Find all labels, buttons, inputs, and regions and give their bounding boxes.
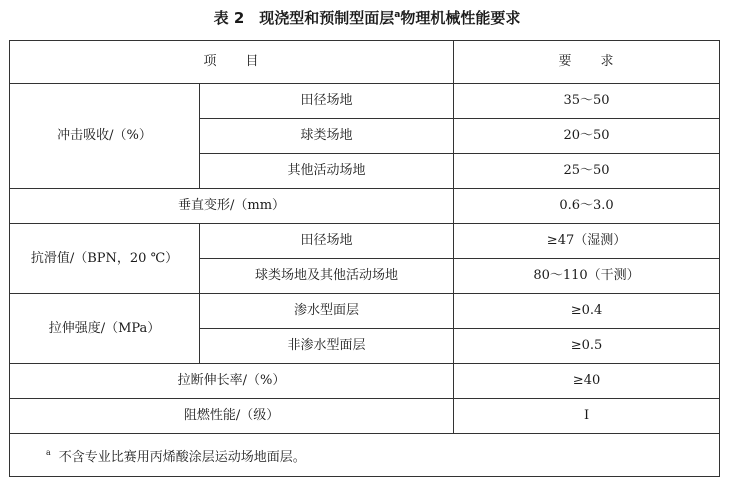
header-item: 项 目	[10, 41, 454, 84]
footnote-marker: a	[46, 447, 51, 457]
requirements-table	[9, 40, 720, 477]
sub-item: 球类场地	[200, 119, 454, 154]
requirement-value: Ⅰ	[454, 399, 720, 434]
table-row	[10, 84, 720, 119]
sub-item: 渗水型面层	[200, 294, 454, 329]
table-footnote-row	[10, 434, 720, 477]
requirement-value: 35～50	[454, 84, 720, 119]
requirement-value: 20～50	[454, 119, 720, 154]
sub-item: 非渗水型面层	[200, 329, 454, 364]
group-elongation: 拉断伸长率/（%）	[10, 364, 454, 399]
requirement-value: ≥0.4	[454, 294, 720, 329]
requirement-value: ≥0.5	[454, 329, 720, 364]
sub-item: 田径场地	[200, 84, 454, 119]
table-row	[10, 399, 720, 434]
table-title-suffix: 物理机械性能要求	[400, 9, 521, 27]
table-header-row	[10, 41, 720, 84]
table-row	[10, 294, 720, 329]
requirement-value: 0.6～3.0	[454, 189, 720, 224]
group-flame-retardancy: 阻燃性能/（级）	[10, 399, 454, 434]
requirement-value: 25～50	[454, 154, 720, 189]
table-row	[10, 224, 720, 259]
sub-item: 田径场地	[200, 224, 454, 259]
requirement-value: ≥47（湿测）	[454, 224, 720, 259]
group-vertical-deformation: 垂直变形/（mm）	[10, 189, 454, 224]
table-footnote	[10, 434, 720, 477]
requirement-value: ≥40	[454, 364, 720, 399]
header-requirement: 要 求	[454, 41, 720, 84]
group-slip-resistance: 抗滑值/（BPN，20 ℃）	[10, 224, 200, 294]
table-row	[10, 364, 720, 399]
group-tensile-strength: 拉伸强度/（MPa）	[10, 294, 200, 364]
requirement-value: 80～110（干测）	[454, 259, 720, 294]
footnote-marker: a	[394, 10, 401, 20]
table-row	[10, 189, 720, 224]
sub-item: 球类场地及其他活动场地	[200, 259, 454, 294]
group-impact-absorption: 冲击吸收/（%）	[10, 84, 200, 189]
sub-item: 其他活动场地	[200, 154, 454, 189]
table-title-prefix: 表 2 现浇型和预制型面层	[213, 9, 395, 27]
table-title	[0, 5, 734, 28]
footnote-text: 不含专业比赛用丙烯酸涂层运动场地面层。	[58, 449, 306, 465]
